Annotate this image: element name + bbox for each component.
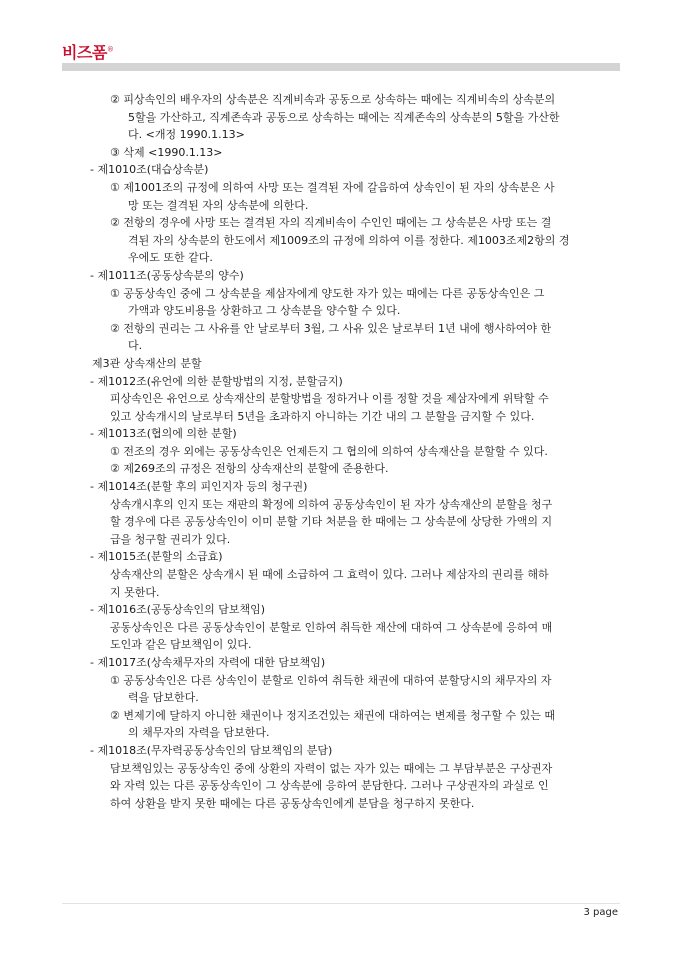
text-line: ① 공동상속인 중에 그 상속분을 제삼자에게 양도한 자가 있는 때에는 다른 공동상속인은 그 xyxy=(110,286,545,300)
article-heading: - 제1013조(협의에 의한 분할) xyxy=(90,427,237,441)
text-line: 담보책임있는 공동상속인 중에 상환의 자력이 없는 자가 있는 때에는 그 부담부분은 구상권자 xyxy=(110,761,553,775)
article-heading: - 제1012조(유언에 의한 분할방법의 지정, 분할금지) xyxy=(90,374,343,388)
text-line: ② 제269조의 규정은 전항의 상속재산의 분할에 준용한다. xyxy=(110,462,389,476)
article-heading: - 제1017조(상속채무자의 자력에 대한 담보책임) xyxy=(90,656,326,669)
text-line: ② 변제기에 달하지 아니한 채권이나 정지조건있는 채권에 대하여는 변제를 청구할 수 있는 때 xyxy=(110,708,555,722)
registered-mark: ® xyxy=(106,45,114,54)
text-line: 다. xyxy=(128,339,143,353)
text-line: ③ 삭제 <1990.1.13> xyxy=(110,145,223,159)
text-line: 공동상속인은 다른 공동상속인이 분할로 인하여 취득한 재산에 대하여 그 상속분에 응하여 매 xyxy=(110,620,553,634)
text-line: 다. <개정 1990.1.13> xyxy=(128,128,245,142)
text-line: 도인과 같은 담보책임이 있다. xyxy=(110,638,252,652)
text-line: ② 전항의 경우에 사망 또는 결격된 자의 직계비속이 수인인 때에는 그 상속분은 사망 또는 결 xyxy=(110,216,552,230)
article-heading: - 제1011조(공동상속분의 양수) xyxy=(90,268,244,282)
text-line: ① 공동상속인은 다른 상속인이 분할로 인하여 취득한 채권에 대하여 분할당시의 채무자의 자 xyxy=(110,673,552,687)
text-line: 상속재산의 분할은 상속개시 된 때에 소급하여 그 효력이 있다. 그러나 제삼자의 권리를 해하 xyxy=(110,568,549,582)
text-line: 와 자력 있는 다른 공동상속인이 그 상속분에 응하여 분담한다. 그러나 구상권자의 과실로 인 xyxy=(110,779,549,793)
text-line: 격된 자의 상속분의 한도에서 제1009조의 규정에 의하여 이를 정한다. 제1003조제2항의 경 xyxy=(128,233,570,247)
text-line: ① 전조의 경우 외에는 공동상속인은 언제든지 그 협의에 의하여 상속재산을 분할할 수 있다. xyxy=(110,444,548,458)
text-line: 지 못한다. xyxy=(110,585,160,599)
text-line: 망 또는 결격된 자의 상속분에 의한다. xyxy=(128,198,309,212)
text-line: ② 피상속인의 배우자의 상속분은 직계비속과 공동으로 상속하는 때에는 직계비속의 상속분의 xyxy=(110,93,556,106)
text-line: 상속개시후의 인지 또는 재판의 확정에 의하여 공동상속인이 된 자가 상속재산의 분할을 청구 xyxy=(110,497,553,511)
text-line: ② 전항의 권리는 그 사유를 안 날로부터 3월, 그 사유 있은 날로부터 1년 내에 행사하여야 한 xyxy=(110,321,552,335)
page-number: 3 page xyxy=(583,907,618,918)
text-line: 급을 청구할 권리가 있다. xyxy=(110,532,231,546)
text-line: 하여 상환을 받지 못한 때에는 다른 공동상속인에게 분담을 청구하지 못한다. xyxy=(110,796,475,810)
text-line: ① 제1001조의 규정에 의하여 사망 또는 결격된 자에 갈음하여 상속인이 된 자의 상속분은 사 xyxy=(110,180,555,194)
text-line: 할 경우에 다른 공동상속인이 이미 분할 기타 처분을 한 때에는 그 상속분에 상당한 가액의 지 xyxy=(110,515,553,529)
article-heading: - 제1016조(공동상속인의 담보책임) xyxy=(90,603,266,617)
text-line: 력을 담보한다. xyxy=(128,691,199,705)
header-bar xyxy=(62,63,620,71)
text-line: 피상속인은 유언으로 상속재산의 분할방법을 정하거나 이를 정할 것을 제삼자에게 위탁할 수 xyxy=(110,392,549,406)
article-heading: - 제1014조(분할 후의 피인지자 등의 청구권) xyxy=(90,480,308,494)
text-line: 의 채무자의 자력을 담보한다. xyxy=(128,726,270,740)
section-heading: 제3관 상속재산의 분할 xyxy=(92,356,202,370)
logo-text: 비즈폼 xyxy=(62,43,107,62)
footer-divider xyxy=(62,903,620,904)
text-line: 있고 상속개시의 날로부터 5년을 초과하지 아니하는 기간 내의 그 분할을 금지할 수 있다. xyxy=(110,409,535,423)
article-heading: - 제1010조(대습상속분) xyxy=(90,163,209,177)
article-heading: - 제1018조(무자력공동상속인의 담보책임의 분담) xyxy=(90,743,333,757)
text-line: 우에도 또한 같다. xyxy=(128,251,213,265)
text-line: 가액과 양도비용을 상환하고 그 상속분을 양수할 수 있다. xyxy=(128,304,401,318)
bizforms-logo xyxy=(62,40,113,63)
article-heading: - 제1015조(분할의 소급효) xyxy=(90,550,223,564)
document-body xyxy=(90,91,620,812)
text-line: 5할을 가산하고, 직계존속과 공동으로 상속하는 때에는 직계존속의 상속분의 5할을 가산한 xyxy=(128,110,560,124)
